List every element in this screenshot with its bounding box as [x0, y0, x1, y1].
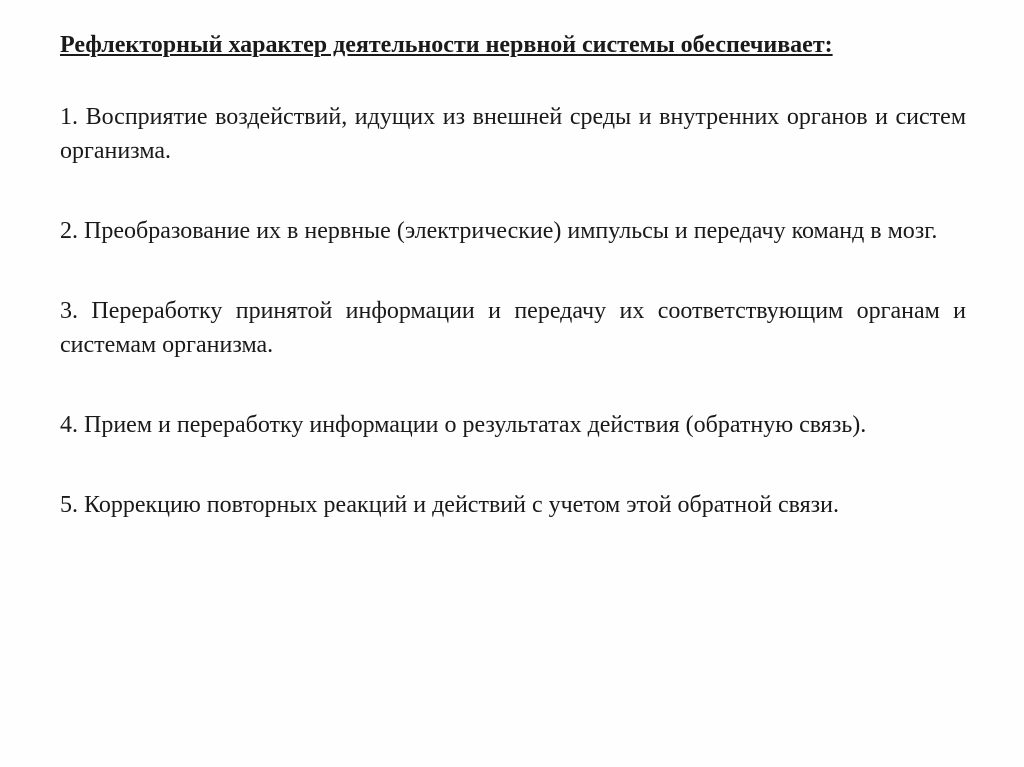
- list-item-5: 5. Коррекцию повторных реакций и действий с учетом этой обратной связи.: [60, 492, 840, 518]
- list-item-2: 2. Преобразование их в нервные (электрические) импульсы и передачу команд в мозг.: [60, 218, 938, 244]
- list-item-3: 3. Переработку принятой информации и передачу их соответствующим органам и системам организма.: [60, 298, 966, 358]
- list-item-1: 1. Восприятие воздействий, идущих из внешней среды и внутренних органов и систем организма.: [60, 104, 966, 164]
- slide-content: [60, 28, 966, 522]
- slide-heading: Рефлекторный характер деятельности нервной системы обеспечивает:: [60, 32, 833, 58]
- list-item-4: 4. Прием и переработку информации о результатах действия (обратную связь).: [60, 412, 867, 438]
